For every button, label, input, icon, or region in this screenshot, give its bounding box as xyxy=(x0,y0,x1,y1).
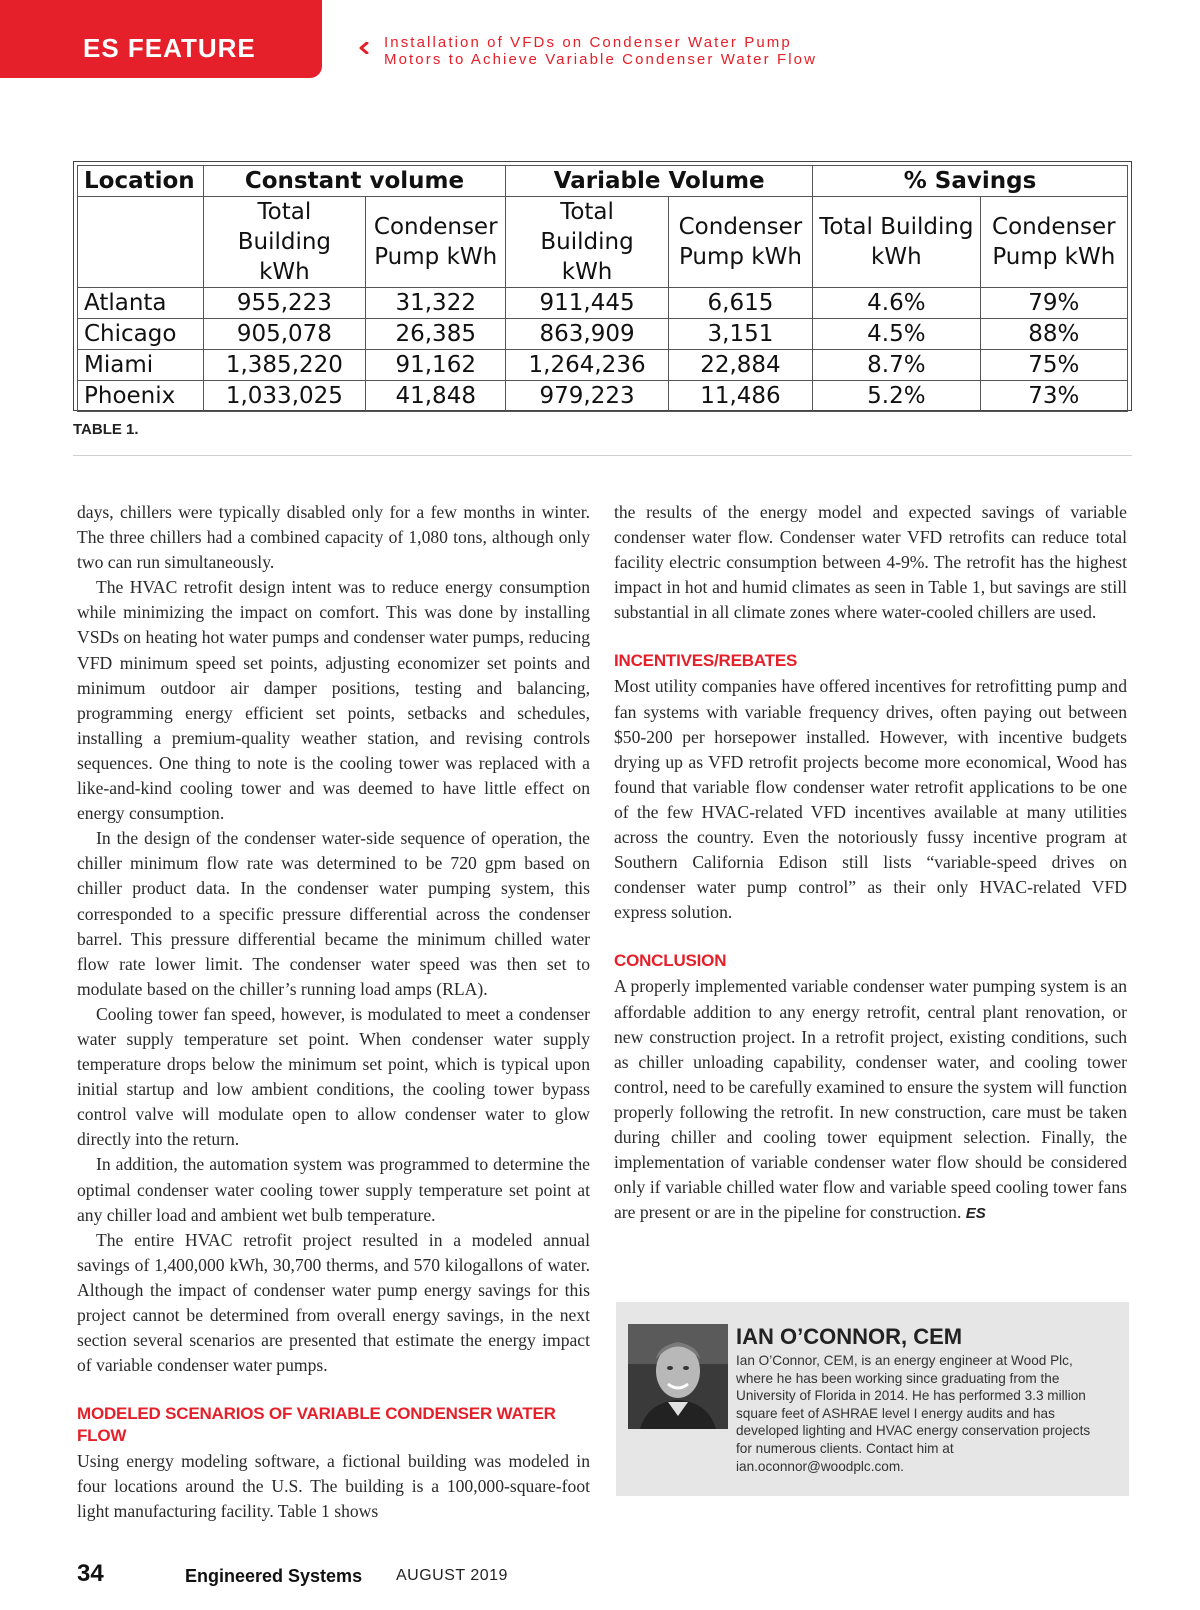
chevron-left-icon xyxy=(358,42,370,54)
paragraph: Using energy modeling software, a fictional building was modeled in four locations around the U.S. The building is a 100,000-square-foot light manufacturing facility. Table 1 shows xyxy=(77,1451,590,1522)
subheader-line: Condenser xyxy=(992,214,1116,240)
end-mark: ES xyxy=(965,1205,986,1223)
magazine-name: Engineered Systems xyxy=(185,1566,363,1586)
paragraph: days, chillers were typically disabled only for a few months in winter. The three chillers had a combined capacity of 1,080 tons, although only two can run simultaneously. xyxy=(77,502,590,573)
table-subheader xyxy=(668,197,812,288)
table-header-savings: % Savings xyxy=(813,166,1128,197)
table-cell: 75% xyxy=(980,350,1127,381)
table-cell: 88% xyxy=(980,319,1127,350)
table-caption: TABLE 1. xyxy=(73,421,139,438)
table-cell: 22,884 xyxy=(668,350,812,381)
table-cell: 73% xyxy=(980,381,1127,412)
table-cell: 1,033,025 xyxy=(203,381,366,412)
section-label: ES FEATURE xyxy=(83,33,256,63)
subheader-line: Pump kWh xyxy=(678,244,802,270)
table-cell: 955,223 xyxy=(203,288,366,319)
table-row xyxy=(78,319,1128,350)
table-cell-location: Miami xyxy=(78,350,204,381)
paragraph: The entire HVAC retrofit project resulted in a modeled annual savings of 1,400,000 kWh, 30,700 therms, and 570 kilogallons of water. Although the impact of condenser water pump energy savings for this project cannot be determined from overall energy savings, in the next section several scenarios are presented that estimate the energy impact of variable condenser water pumps. xyxy=(77,1229,590,1376)
table-row xyxy=(78,288,1128,319)
article-title xyxy=(384,34,884,68)
subheader-line: Condenser xyxy=(678,214,803,240)
table-cell-location: Atlanta xyxy=(78,288,204,319)
subheader-line: Pump kWh xyxy=(992,244,1116,270)
table-cell: 979,223 xyxy=(506,381,669,412)
table-cell: 863,909 xyxy=(506,319,669,350)
table-cell: 11,486 xyxy=(668,381,812,412)
table-cell: 31,322 xyxy=(366,288,506,319)
subheader-line: Total xyxy=(560,199,614,225)
divider xyxy=(73,455,1132,456)
table-subheader xyxy=(980,197,1127,288)
table-subheader xyxy=(506,197,669,288)
paragraph: the results of the energy model and expected savings of variable condenser water flow. Condenser water VFD retrofits can reduce total facility electric consumption between 4-9%. The retrofit has the highest impact in hot and humid climates as seen in Table 1, but savings are still substantial in all climate zones where water-cooled chillers are used. xyxy=(614,502,1127,623)
table-cell: 3,151 xyxy=(668,319,812,350)
paragraph: In the design of the condenser water-side sequence of operation, the chiller minimum flow rate was determined to be 720 gpm based on chiller product data. In the condenser water pumping system, this corresponded to a specific pressure differential across the condenser barrel. This pressure differential became the minimum chilled water flow rate lower limit. The condenser water speed was then set to modulate based on the chiller’s running load amps (RLA). xyxy=(77,828,590,999)
table-row xyxy=(78,350,1128,381)
table-row xyxy=(78,381,1128,412)
table-cell: 905,078 xyxy=(203,319,366,350)
table-header-row xyxy=(78,166,1128,197)
paragraph: The HVAC retrofit design intent was to reduce energy consumption while minimizing the impact on comfort. This was done by installing VSDs on heating hot water pumps and condenser water pumps, reducing VFD minimum speed set points, adjusting economizer set points and minimum outdoor air damper positions, testing and balancing, programming energy efficient set points, setbacks and schedules, installing a premium-quality weather station, and revising controls sequences. One thing to note is the cooling tower was replaced with a like-and-kind cooling tower and was deemed to have little effect on energy consumption. xyxy=(77,577,590,824)
table-header-constant-volume: Constant volume xyxy=(203,166,506,197)
table-subheader-empty xyxy=(78,197,204,288)
table-cell: 26,385 xyxy=(366,319,506,350)
paragraph xyxy=(614,974,1127,1226)
subheader-line: Building kWh xyxy=(237,229,332,285)
right-column xyxy=(614,500,1127,1226)
subheader-line: Total Building xyxy=(819,214,974,240)
section-heading-modeled-scenarios: MODELED SCENARIOS OF VARIABLE CONDENSER WATER FLOW xyxy=(77,1404,556,1446)
table-subheader xyxy=(813,197,981,288)
table-cell: 79% xyxy=(980,288,1127,319)
table-cell: 4.6% xyxy=(813,288,981,319)
page-number: 34 xyxy=(77,1560,104,1587)
paragraph: In addition, the automation system was programmed to determine the optimal condenser water cooling tower supply temperature set point at any chiller load and ambient wet bulb temperature. xyxy=(77,1154,590,1225)
table-cell: 1,264,236 xyxy=(506,350,669,381)
author-photo xyxy=(628,1324,728,1429)
paragraph: Cooling tower fan speed, however, is modulated to meet a condenser water supply temperature set point. When condenser water supply temperature drops below the minimum set point, which is typical upon initial startup and low ambient conditions, the cooling tower bypass control valve will modulate open to allow condenser water to glow directly into the return. xyxy=(77,1003,590,1150)
table-cell: 4.5% xyxy=(813,319,981,350)
issue-date: AUGUST 2019 xyxy=(396,1567,508,1584)
section-heading-conclusion: CONCLUSION xyxy=(614,951,727,971)
table-subheader xyxy=(203,197,366,288)
table-cell: 911,445 xyxy=(506,288,669,319)
table-cell-location: Phoenix xyxy=(78,381,204,412)
article-title-line1: Installation of VFDs on Condenser Water Pump xyxy=(384,34,792,51)
section-heading-incentives: INCENTIVES/REBATES xyxy=(614,651,798,671)
conclusion-text: A properly implemented variable condenser water pumping system is an affordable addition to any energy retrofit, central plant renovation, or new construction project. In a retrofit project, existing conditions, such as chiller unloading capability, condenser water, and cooling tower control, need to be carefully examined to ensure the system will function properly following the retrofit. In new construction, care must be taken during chiller and cooling tower equipment selection. Finally, the implementation of variable condenser water flow should be considered only if variable chilled water flow and variable speed cooling tower fans are present or are in the pipeline for construction. xyxy=(614,976,1127,1223)
article-title-line2: Motors to Achieve Variable Condenser Water Flow xyxy=(384,51,818,68)
table-subheader xyxy=(366,197,506,288)
subheader-line: Condenser xyxy=(373,214,498,240)
paragraph: Most utility companies have offered incentives for retrofitting pump and fan systems with variable frequency drives, often paying out between $50-200 per horsepower installed. However, with incentive budgets drying up as VFD retrofit projects become more economical, Wood has found that variable flow condenser water retrofit applications to be one of the few HVAC-related VFD incentives available at many utilities across the country. Even the notoriously fussy incentive program at Southern California Edison still lists “variable-speed drives on condenser water pump control” as their only HVAC-related VFD express solution. xyxy=(614,676,1127,923)
subheader-line: Building kWh xyxy=(540,229,634,285)
subheader-line: Total xyxy=(257,199,312,225)
table-header-variable-volume: Variable Volume xyxy=(506,166,813,197)
subheader-line: kWh xyxy=(871,244,922,270)
subheader-line: Pump kWh xyxy=(374,244,498,270)
table-cell-location: Chicago xyxy=(78,319,204,350)
table-cell: 91,162 xyxy=(366,350,506,381)
table-1 xyxy=(73,161,1132,411)
section-tab xyxy=(0,0,322,78)
left-column xyxy=(77,500,590,1525)
author-box xyxy=(616,1302,1129,1496)
table-cell: 8.7% xyxy=(813,350,981,381)
table-subheader-row xyxy=(78,197,1128,288)
savings-table xyxy=(77,165,1128,412)
table-header-location: Location xyxy=(78,166,204,197)
table-cell: 1,385,220 xyxy=(203,350,366,381)
author-name: IAN O’CONNOR, CEM xyxy=(736,1324,963,1349)
table-cell: 5.2% xyxy=(813,381,981,412)
table-cell: 41,848 xyxy=(366,381,506,412)
author-bio: Ian O’Connor, CEM, is an energy engineer at Wood Plc, where he has been working since graduating from the University of Florida in 2014. He has performed 3.3 million square feet of ASHRAE level I energy audits and has developed lighting and HVAC energy conservation projects for numerous clients. Contact him at ian.oconnor@woodplc.com. xyxy=(736,1353,1091,1474)
table-cell: 6,615 xyxy=(668,288,812,319)
